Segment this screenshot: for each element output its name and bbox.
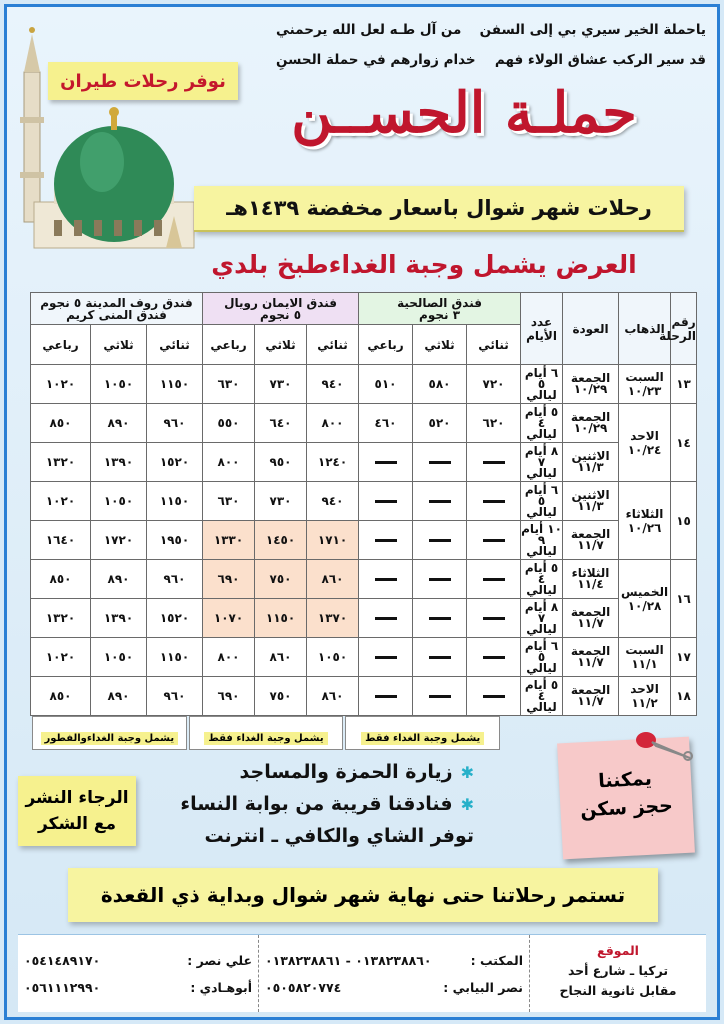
trip-number: ١٦ [671,560,697,638]
brand-title: حملـة الحســن [291,80,637,146]
price-cell: ٦٢٠ [467,404,521,443]
table-row [31,521,697,560]
price-cell: ٦٩٠ [203,560,255,599]
table-row [31,365,697,404]
price-cell: ٨٦٠ [307,677,359,716]
return-cell: الجمعة ١٠/٢٩ [563,365,619,404]
dash-mark [429,656,451,659]
price-cell: ٥٥٠ [203,404,255,443]
price-cell [467,560,521,599]
hotel-roof-header: فندق روف المدينة ٥ نجوم فندق المنى كريم [31,293,203,325]
return-cell: الجمعة ١١/٧ [563,677,619,716]
return-cell: الجمعة ١٠/٢٩ [563,404,619,443]
flights-banner: نوفر رحلات طيران [48,62,238,100]
verse1-right: ياحملة الخير سيري بي إلى السفن [479,22,706,38]
trip-number: ١٥ [671,482,697,560]
sub-triple: ثلاثي [91,325,147,365]
price-cell [467,482,521,521]
price-cell: ٩٦٠ [147,560,203,599]
return-cell: الاثنين ١١/٣ [563,482,619,521]
feature-item: توفر الشاي والكافي ـ انترنت [204,825,474,847]
price-cell: ٨٠٠ [203,443,255,482]
price-cell: ٨٦٠ [255,638,307,677]
duration-cell: ٦ أيام ٥ ليالي [521,482,563,521]
sub-triple: ثلاثي [255,325,307,365]
price-cell [413,638,467,677]
hotel-salhiya-header: فندق الصالحية ٣ نجوم [359,293,521,325]
dash-mark [429,500,451,503]
col-departure: الذهاب [619,293,671,365]
star-icon: ✱ [460,762,474,782]
price-cell: ١٢٤٠ [307,443,359,482]
return-cell: الجمعة ١١/٧ [563,521,619,560]
return-cell: الاثنين ١١/٣ [563,443,619,482]
features-list [174,756,474,852]
dash-mark [375,500,397,503]
duration-cell: ٦ أيام ٥ ليالي [521,365,563,404]
price-cell: ٩٦٠ [147,404,203,443]
return-cell: الجمعة ١١/٧ [563,599,619,638]
office-phones[interactable]: ٠١٣٨٢٣٨٨٦٠ - ٠١٣٨٢٣٨٨٦١ [265,952,432,968]
note-salhiya: يشمل وجبة الغداء فقط [345,716,500,750]
price-cell: ١٠٥٠ [91,638,147,677]
duration-cell: ٨ أيام ٧ ليالي [521,599,563,638]
price-cell: ٩٦٠ [147,677,203,716]
trip-price-table [30,292,697,716]
price-cell: ١٠٢٠ [31,638,91,677]
sub-double: ثنائي [307,325,359,365]
price-cell: ١١٥٠ [147,638,203,677]
price-cell: ٧٥٠ [255,677,307,716]
dash-mark [429,539,451,542]
dash-mark [483,539,505,542]
price-cell: ١٣٢٠ [31,599,91,638]
price-cell: ٧٢٠ [467,365,521,404]
price-cell: ٥٨٠ [413,365,467,404]
sub-quad: رباعي [359,325,413,365]
price-cell: ٨٩٠ [91,404,147,443]
dash-mark [429,617,451,620]
dash-mark [483,461,505,464]
price-cell: ٨٦٠ [307,560,359,599]
price-cell: ٨٥٠ [31,560,91,599]
price-cell: ١٠٢٠ [31,365,91,404]
price-cell: ١٧١٠ [307,521,359,560]
price-cell: ٦٩٠ [203,677,255,716]
price-cell: ٧٥٠ [255,560,307,599]
continue-banner: تستمر رحلاتنا حتى نهاية شهر شوال وبداية ذي القعدة [68,868,658,922]
price-cell: ٩٤٠ [307,482,359,521]
price-cell: ١٦٤٠ [31,521,91,560]
price-cell [467,677,521,716]
offer-heading: العرض يشمل وجبة الغداءطبخ بلدي [211,250,637,279]
table-row [31,677,697,716]
share-note: الرجاء النشر مع الشكر [18,776,136,846]
hotel-iman-header: فندق الايمان رويال ٥ نجوم [203,293,359,325]
departure-cell: الاحد ١٠/٢٤ [619,404,671,482]
price-cell [359,560,413,599]
price-cell [467,521,521,560]
departure-cell: السبت ١١/١ [619,638,671,677]
price-cell: ١٣٧٠ [307,599,359,638]
dash-mark [375,617,397,620]
ali-phone[interactable]: ٠٥٤١٤٨٩١٧٠ [24,952,101,968]
price-cell: ١٠٥٠ [307,638,359,677]
price-cell: ١٥٢٠ [147,443,203,482]
price-cell: ٧٣٠ [255,365,307,404]
price-cell: ٨٩٠ [91,560,147,599]
price-cell: ٦٤٠ [255,404,307,443]
price-cell: ١٥٢٠ [147,599,203,638]
contacts-block: علي نصر : ٠٥٤١٤٨٩١٧٠ أبوهـادي : ٠٥٦١١١٢٩٩٠ [24,952,252,995]
verse2-left: خدام زوارهم في حملة الحسنِ [276,52,476,68]
note-iman: يشمل وجبة الغداء فقط [189,716,344,750]
verse2-right: قد سير الركب عشاق الولاء فهم [494,52,706,68]
price-cell: ٨٥٠ [31,404,91,443]
price-cell: ٨٠٠ [203,638,255,677]
price-cell: ٩٤٠ [307,365,359,404]
duration-cell: ٨ أيام ٧ ليالي [521,443,563,482]
price-cell [359,482,413,521]
col-return: العودة [563,293,619,365]
duration-cell: ٦ أيام ٥ ليالي [521,638,563,677]
price-cell: ١٠٧٠ [203,599,255,638]
price-cell [467,599,521,638]
feature-item: ✱ زيارة الحمزة والمساجد [239,761,474,783]
dash-mark [375,461,397,464]
departure-cell: الخميس ١٠/٢٨ [619,560,671,638]
table-row [31,443,697,482]
office-block: المكتب : ٠١٣٨٢٣٨٨٦٠ - ٠١٣٨٢٣٨٨٦١ نصر البيابي : ٠٥٠٥٨٢٠٧٧٤ [258,935,530,1012]
table-row [31,404,697,443]
price-cell [413,443,467,482]
price-cell [359,599,413,638]
price-cell: ١٠٥٠ [91,482,147,521]
price-cell: ١٩٥٠ [147,521,203,560]
return-cell: الجمعة ١١/٧ [563,638,619,677]
sub-triple: ثلاثي [413,325,467,365]
price-cell [467,638,521,677]
price-cell [467,443,521,482]
sub-double: ثنائي [147,325,203,365]
dash-mark [375,578,397,581]
return-cell: الثلاثاء ١١/٤ [563,560,619,599]
price-cell: ٥٢٠ [413,404,467,443]
poem-verses [276,22,706,82]
safety-pin-icon [632,728,694,766]
dash-mark [375,695,397,698]
duration-cell: ٥ أيام ٤ ليالي [521,404,563,443]
price-cell: ٤٦٠ [359,404,413,443]
price-cell: ٦٣٠ [203,482,255,521]
price-cell: ١١٥٠ [147,365,203,404]
price-cell [413,482,467,521]
col-days: عدد الأيام [521,293,563,365]
price-cell: ٥١٠ [359,365,413,404]
dash-mark [375,656,397,659]
trip-number: ١٣ [671,365,697,404]
price-cell: ١٠٢٠ [31,482,91,521]
mosque-dome-image [14,12,200,252]
table-row [31,599,697,638]
price-cell: ١١٥٠ [147,482,203,521]
price-cell [359,677,413,716]
price-cell: ١٤٥٠ [255,521,307,560]
dash-mark [429,578,451,581]
price-cell [413,560,467,599]
price-cell [413,599,467,638]
promo-banner: رحلات شهر شوال باسعار مخفضة ١٤٣٩هـ [194,186,684,232]
price-cell [359,638,413,677]
nasr-phone[interactable]: ٠٥٠٥٨٢٠٧٧٤ [265,979,342,995]
sub-quad: رباعي [31,325,91,365]
meal-notes [30,716,500,750]
duration-cell: ٥ أيام ٤ ليالي [521,677,563,716]
price-cell [359,521,413,560]
verse1-left: من آل طـه لعل الله يرحمني [276,22,462,38]
contact-footer [18,934,706,1012]
dash-mark [483,695,505,698]
departure-cell: السبت ١٠/٢٣ [619,365,671,404]
price-cell: ١٣٩٠ [91,599,147,638]
price-cell: ٦٣٠ [203,365,255,404]
table-row [31,482,697,521]
price-cell [413,677,467,716]
departure-cell: الثلاثاء ١٠/٢٦ [619,482,671,560]
price-cell: ١١٥٠ [255,599,307,638]
table-row [31,638,697,677]
trip-number: ١٧ [671,638,697,677]
duration-cell: ١٠ أيام ٩ ليالي [521,521,562,558]
trip-number: ١٤ [671,404,697,482]
duration-cell: ٥ أيام ٤ ليالي [521,560,563,599]
dash-mark [429,695,451,698]
trip-number: ١٨ [671,677,697,716]
location-block: الموقع تركيا ـ شارع أحد مقابل ثانوية النجاح [559,943,677,998]
price-cell: ٧٣٠ [255,482,307,521]
dash-mark [483,500,505,503]
table-body [31,365,697,716]
booking-sticky-note: يمكننا حجز سكن [557,737,695,860]
price-cell [359,443,413,482]
note-roof: يشمل وجبة الغداءوالفطور [32,716,187,750]
sub-double: ثنائي [467,325,521,365]
dash-mark [483,578,505,581]
price-cell: ١٣٣٠ [203,521,255,560]
price-cell: ١٠٥٠ [91,365,147,404]
dash-mark [429,461,451,464]
price-cell: ٨٠٠ [307,404,359,443]
col-trip-number: رقم الرحلة [671,293,697,365]
price-cell: ٨٩٠ [91,677,147,716]
departure-cell: الاحد ١١/٢ [619,677,671,716]
dash-mark [375,539,397,542]
price-cell: ١٣٢٠ [31,443,91,482]
dash-mark [483,617,505,620]
table-row [31,560,697,599]
price-cell: ١٣٩٠ [91,443,147,482]
price-cell: ٨٥٠ [31,677,91,716]
dash-mark [483,656,505,659]
price-cell: ٩٥٠ [255,443,307,482]
sub-quad: رباعي [203,325,255,365]
price-cell: ١٧٢٠ [91,521,147,560]
feature-item: ✱ فنادقنا قريبة من بوابة النساء [180,793,474,815]
abu-phone[interactable]: ٠٥٦١١١٢٩٩٠ [24,979,101,995]
price-cell [413,521,467,560]
star-icon: ✱ [460,794,474,814]
